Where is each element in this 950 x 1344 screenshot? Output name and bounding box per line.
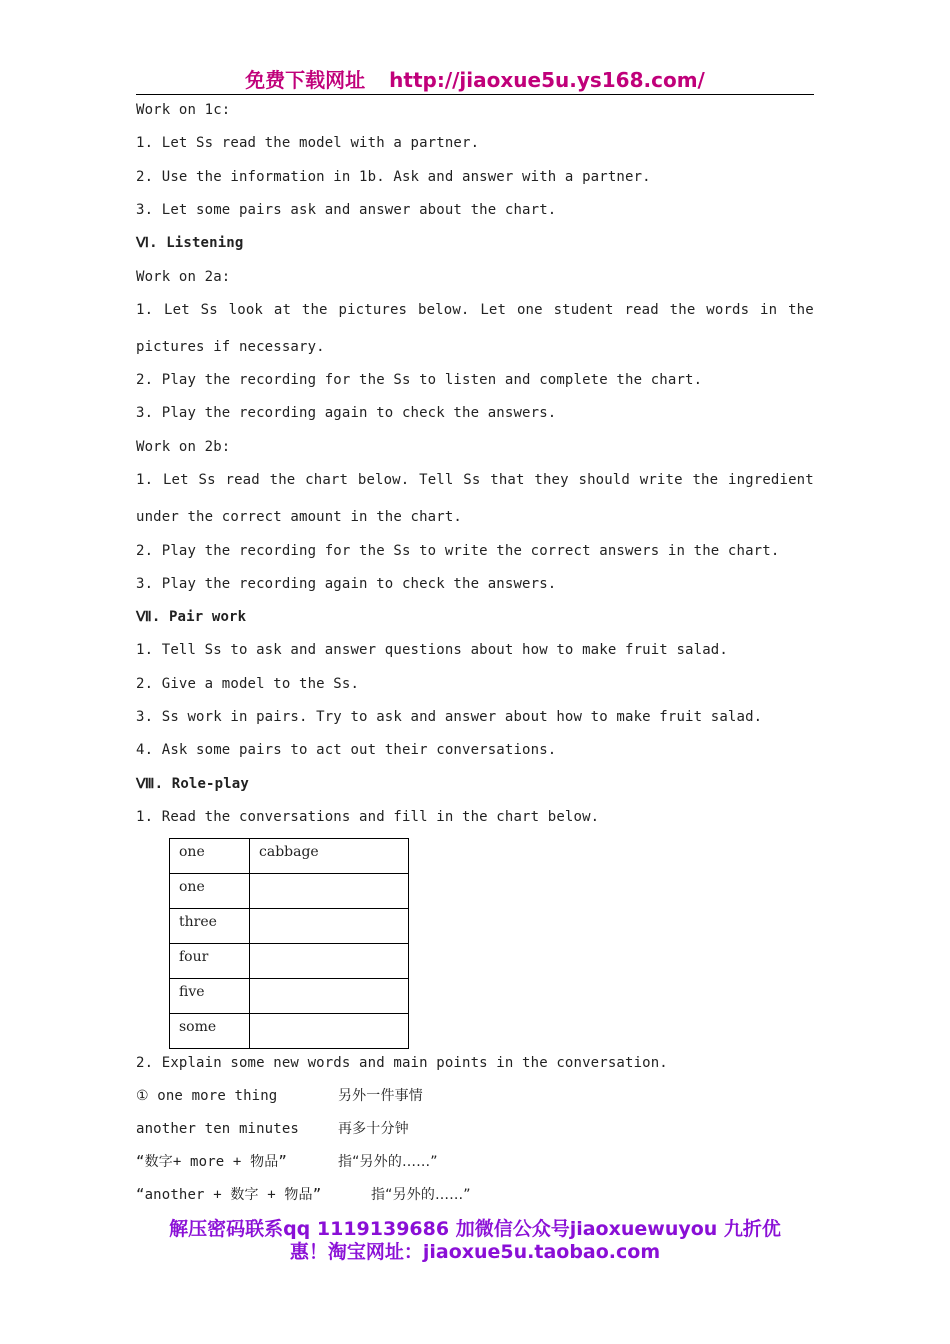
word: they [534,472,569,488]
word: below. [357,472,410,488]
footer-line-1: 解压密码联系qq 1119139686 加微信公众号jiaoxuewuyou 九折优 [169,1218,781,1240]
word: Let [480,302,507,318]
word: the [692,472,719,488]
word: pictures [338,302,408,318]
justified-line [136,471,814,489]
word: read [624,302,659,318]
word: 1. [136,472,154,488]
text-line: 2. Give a model to the Ss. [136,676,360,692]
amount-cell: four [170,944,250,979]
amount-cell: one [170,874,250,909]
justified-line [136,301,814,319]
text-line: 3. Let some pairs ask and answer about the chart. [136,202,557,218]
amount-cell: three [170,909,250,944]
text-line: 2. Play the recording for the Ss to write the correct answers in the chart. [136,543,780,559]
word: Tell [419,472,454,488]
phrase-english: “another + 数字 + 物品” [136,1187,322,1203]
text-line: 1. Let Ss read the model with a partner. [136,135,480,151]
text-line: 1. Read the conversations and fill in the chart below. [136,809,600,825]
word: chart [305,472,349,488]
phrase-chinese: 另外一件事情 [338,1088,423,1104]
footer-line-2: 惠！淘宝网址：jiaoxue5u.taobao.com [289,1241,661,1263]
phrase-chinese: 指“另外的……” [371,1187,471,1203]
ingredient-cell [250,909,409,944]
word: Ss [463,472,481,488]
word: Let [164,302,190,318]
text-line: 3. Play the recording again to check the answers. [136,405,557,421]
word: the [301,302,328,318]
fill-in-chart [169,838,409,1049]
section-heading: Ⅷ. Role-play [136,776,249,792]
text-line: 4. Ask some pairs to act out their conversations. [136,742,557,758]
word: the [669,302,696,318]
word: Ss [200,302,218,318]
text-line: 1. Tell Ss to ask and answer questions about how to make fruit salad. [136,642,728,658]
word: 1. [136,302,154,318]
word: words [706,302,750,318]
amount-cell: five [170,979,250,1014]
text-line: 3. Ss work in pairs. Try to ask and answer about how to make fruit salad. [136,709,763,725]
explain-line: 2. Explain some new words and main points in the conversation. [136,1055,668,1071]
word: the [269,472,296,488]
phrase-english: “数字+ more + 物品” [136,1154,287,1170]
ingredient-cell: cabbage [250,839,409,874]
word: Let [162,472,189,488]
text-line: Work on 1c: [136,102,231,118]
text-line: Work on 2a: [136,269,231,285]
word: that [490,472,525,488]
word: student [553,302,614,318]
phrase-chinese: 指“另外的……” [338,1154,438,1170]
word: in [760,302,778,318]
chart-row [170,909,409,944]
section-heading: Ⅶ. Pair work [136,609,247,625]
chart-row [170,874,409,909]
word: below. [418,302,470,318]
text-line: 3. Play the recording again to check the answers. [136,576,557,592]
word: ingredient [728,472,814,488]
ingredient-cell [250,1014,409,1049]
word: should [578,472,630,488]
chart-row [170,1014,409,1049]
word: the [788,302,814,318]
word: read [225,472,260,488]
amount-cell: one [170,839,250,874]
text-line: Work on 2b: [136,439,231,455]
amount-cell: some [170,1014,250,1049]
chart-row [170,944,409,979]
text-line: pictures if necessary. [136,339,325,355]
text-line: 2. Use the information in 1b. Ask and answer with a partner. [136,169,651,185]
phrase-chinese: 再多十分钟 [338,1121,409,1137]
word: one [516,302,543,318]
section-heading: Ⅵ. Listening [136,235,244,251]
header-url[interactable]: http://jiaoxue5u.ys168.com/ [389,68,705,92]
ingredient-cell [250,874,409,909]
word: write [639,472,683,488]
ingredient-cell [250,979,409,1014]
phrase-english: another ten minutes [136,1121,299,1137]
page-footer [130,1218,820,1264]
text-line: under the correct amount in the chart. [136,509,462,525]
chart-row [170,979,409,1014]
word: look [228,302,263,318]
word: Ss [198,472,216,488]
page-header [136,66,814,95]
word: at [273,302,292,318]
chart-row [170,839,409,874]
text-line: 2. Play the recording for the Ss to listen and complete the chart. [136,372,703,388]
ingredient-cell [250,944,409,979]
phrase-english: ① one more thing [136,1088,278,1104]
header-title: 免费下载网址 [245,68,366,92]
